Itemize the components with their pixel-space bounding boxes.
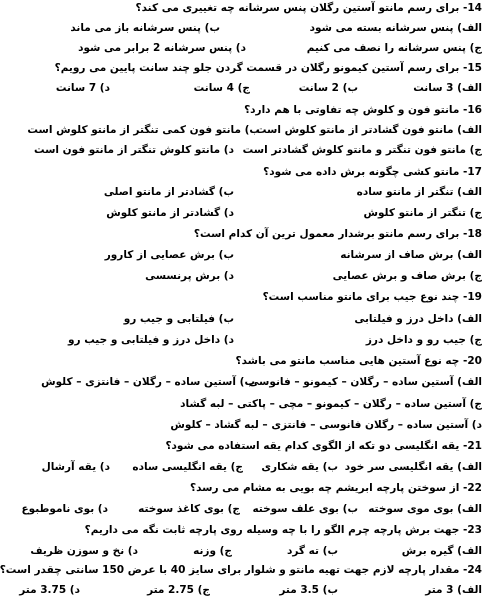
question-row (0, 289, 488, 309)
question-text: 20- چه نوع آستین هایی مناسب مانتو می باشد؟ (235, 355, 482, 367)
options-row (0, 332, 488, 352)
options-row (0, 459, 488, 479)
question-text: 15- برای رسم آستین کیمونو رگلان در قسمت گردن جلو چند سانت پایین می رویم؟ (54, 62, 482, 74)
options-row (0, 543, 488, 563)
options-row (0, 20, 488, 40)
question-text: 23- جهت برش پارچه چرم الگو را با چه وسیله روی پارچه ثابت نگه می داریم؟ (84, 524, 482, 536)
option-a: الف) 3 سانت (413, 82, 482, 94)
option-b: ب) فیلتابی و جیب رو (123, 313, 234, 325)
option-d: د) مانتو کلوش تنگتر از مانتو فون است (33, 144, 234, 156)
option-c: ج) مانتو فون تنگتر و مانتو کلوش گشادتر است (242, 144, 482, 156)
options-row (0, 122, 488, 142)
option-a: الف) آستین ساده – رگلان – کیمونو – فانوسی (248, 376, 482, 388)
option-b: ب) 2 سانت (298, 82, 358, 94)
option-b: ب) آستین ساده – رگلان – فانتزی – کلوش (41, 376, 255, 388)
question-row (0, 480, 488, 500)
question-text: 14- برای رسم مانتو آستین رگلان پنس سرشانه چه تغییری می کند؟ (135, 2, 482, 14)
option-a: الف) یقه انگلیسی سر خود (344, 461, 482, 473)
option-c: ج) برش صاف و برش عصایی (332, 270, 482, 282)
option-b: ب) مانتو فون کمی تنگتر از مانتو کلوش است (27, 124, 260, 136)
question-row (0, 562, 488, 582)
options-row (0, 40, 488, 60)
question-text: 17- مانتو کشی چگونه برش داده می شود؟ (263, 166, 482, 178)
option-b: ب) برش عصایی از کارور (104, 249, 234, 261)
options-row (0, 142, 488, 162)
option-b: ب) پنس سرشانه باز می ماند (70, 22, 220, 34)
option-c: ج) 2.75 متر (147, 584, 210, 596)
option-d: د) آستین ساده – رگلان فانوسی – فانتزی – لبه گشاد – کلوش (170, 419, 482, 431)
options-row (0, 311, 488, 331)
question-row (0, 60, 488, 80)
option-a: الف) پنس سرشانه بسته می شود (309, 22, 482, 34)
question-text: 16- مانتو فون و کلوش چه تفاوتی با هم دارد؟ (244, 104, 482, 116)
options-row (0, 374, 488, 394)
option-c: ج) آستین ساده – رگلان – کیمونو – مچی – پاکتی – لبه گشاد (180, 398, 482, 410)
option-c: ج) جیب رو و داخل درز (365, 334, 482, 346)
options-row (0, 184, 488, 204)
options-row (0, 396, 488, 416)
option-d: د) گشادتر از مانتو کلوش (106, 207, 234, 219)
question-row (0, 522, 488, 542)
question-text: 18- برای رسم مانتو برشدار معمول ترین آن کدام است؟ (193, 228, 482, 240)
option-b: ب) یقه شکاری (261, 461, 338, 473)
option-a: الف) 3 متر (425, 584, 482, 596)
question-row (0, 226, 488, 246)
question-row (0, 164, 488, 184)
question-text: 22- از سوختن پارچه ابریشم چه بویی به مشام می رسد؟ (189, 482, 482, 494)
question-row (0, 0, 488, 20)
option-b: ب) ته گرد (287, 545, 338, 557)
option-b: ب) گشادتر از مانتو اصلی (103, 186, 234, 198)
option-c: ج) یقه انگلیسی ساده (132, 461, 243, 473)
question-row (0, 353, 488, 373)
options-row (0, 80, 488, 100)
option-a: الف) بوی موی سوخته (368, 503, 482, 515)
option-d: د) یقه آرشال (41, 461, 110, 473)
option-d: د) داخل درز و فیلتابی و جیب رو (67, 334, 234, 346)
option-c: ج) 4 سانت (193, 82, 250, 94)
question-text: 24- مقدار پارچه لازم جهت تهیه مانتو و شلوار برای سایز 40 با عرض 150 سانتی چقدر است؟ (0, 564, 482, 576)
option-d: د) برش پرنسسی (145, 270, 234, 282)
question-text: 19- چند نوع جیب برای مانتو مناسب است؟ (262, 291, 482, 303)
option-b: ب) بوی علف سوخته (252, 503, 358, 515)
option-c: ج) پنس سرشانه را نصف می کنیم (306, 42, 482, 54)
option-c: ج) بوی کاغذ سوخته (138, 503, 240, 515)
option-a: الف) برش صاف از سرشانه (340, 249, 482, 261)
option-d: د) 3.75 متر (19, 584, 80, 596)
option-c: ج) تنگتر از مانتو کلوش (363, 207, 482, 219)
options-row (0, 268, 488, 288)
question-text: 21- یقه انگلیسی دو تکه از الگوی کدام یقه استفاده می شود؟ (165, 440, 482, 452)
question-row (0, 438, 488, 458)
options-row (0, 205, 488, 225)
option-a: الف) داخل درز و فیلتابی (354, 313, 482, 325)
option-d: د) 7 سانت (55, 82, 110, 94)
options-row (0, 582, 488, 602)
option-a: الف) تنگتر از مانتو ساده (356, 186, 482, 198)
question-row (0, 102, 488, 122)
option-a: الف) مانتو فون گشادتر از مانتو کلوش است (255, 124, 482, 136)
option-c: ج) وزنه (193, 545, 232, 557)
option-d: د) پنس سرشانه 2 برابر می شود (78, 42, 246, 54)
option-b: ب) 3.5 متر (279, 584, 338, 596)
options-row (0, 417, 488, 437)
option-d: د) بوی ناموطبوع (21, 503, 108, 515)
options-row (0, 247, 488, 267)
option-d: د) نخ و سوزن ظریف (30, 545, 138, 557)
options-row (0, 501, 488, 521)
option-a: الف) گیره برش (401, 545, 482, 557)
